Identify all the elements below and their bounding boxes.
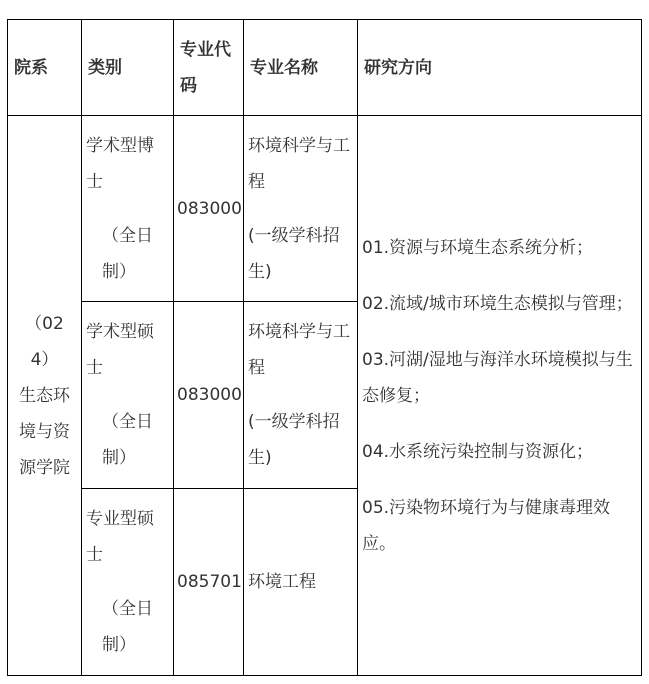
program-table xyxy=(7,19,642,676)
direction-item: 01.资源与环境生态系统分析； xyxy=(362,237,594,258)
header-row xyxy=(8,20,642,116)
study-mode: （全日制） xyxy=(102,599,153,655)
header-dept: 院系 xyxy=(8,20,82,116)
table-row xyxy=(8,116,642,302)
name-cell xyxy=(244,302,358,489)
study-mode: （全日制） xyxy=(102,225,153,282)
header-direction: 研究方向 xyxy=(358,20,642,116)
direction-item: 04.水系统污染控制与资源化； xyxy=(362,441,594,462)
header-code: 专业代码 xyxy=(174,20,244,116)
dept-name: 生态环境与资源学院 xyxy=(19,385,70,478)
direction-item: 02.流域/城市环境生态模拟与管理； xyxy=(362,293,633,314)
category-cell xyxy=(82,302,174,489)
header-category: 类别 xyxy=(82,20,174,116)
program-name: 环境科学与工程 xyxy=(248,322,350,378)
program-name: 环境科学与工程 xyxy=(248,135,350,192)
program-note: (一级学科招生) xyxy=(248,225,340,282)
category-cell xyxy=(82,489,174,676)
direction-item: 03.河湖/湿地与海洋水环境模拟与生态修复； xyxy=(362,349,633,406)
header-name: 专业名称 xyxy=(244,20,358,116)
code-cell: 085701 xyxy=(174,489,244,676)
dept-code: （024） xyxy=(25,313,64,370)
code-cell: 083000 xyxy=(174,302,244,489)
dept-cell xyxy=(8,116,82,676)
category-label: 学术型硕士 xyxy=(86,322,154,378)
program-name: 环境工程 xyxy=(248,572,316,592)
category-label: 专业型硕士 xyxy=(86,509,154,565)
direction-cell xyxy=(358,116,642,676)
study-mode: （全日制） xyxy=(102,412,153,468)
name-cell xyxy=(244,116,358,302)
name-cell xyxy=(244,489,358,676)
code-cell: 083000 xyxy=(174,116,244,302)
category-cell xyxy=(82,116,174,302)
direction-item: 05.污染物环境行为与健康毒理效应。 xyxy=(362,497,611,554)
category-label: 学术型博士 xyxy=(86,135,154,192)
program-note: (一级学科招生) xyxy=(248,412,340,468)
